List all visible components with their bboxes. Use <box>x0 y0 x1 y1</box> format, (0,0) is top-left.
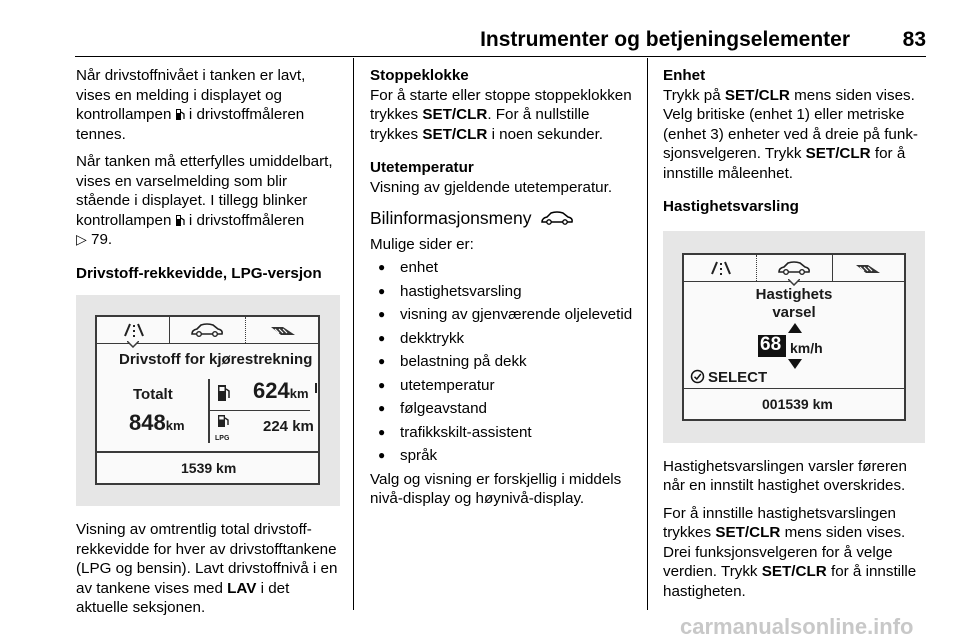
section-heading-outside-temp: Utetemperatur <box>370 159 474 176</box>
column-3 <box>663 66 929 609</box>
speed-value-box <box>758 335 786 357</box>
odometer: 001539 km <box>762 395 833 412</box>
arrow-up-icon[interactable] <box>788 323 802 333</box>
tab-trip[interactable] <box>97 317 170 343</box>
total-label: Totalt <box>133 386 173 403</box>
paragraph-stopwatch: For å starte eller stoppe stoppeklokken trykkes SET/CLR. For å nullstille trykkes SET/CLR i noen sekunder. <box>370 86 632 143</box>
lpg-pump-icon <box>217 414 231 430</box>
odometer-divider <box>97 451 318 453</box>
column-1 <box>76 66 344 626</box>
car-icon <box>189 321 225 339</box>
column-2 <box>370 66 638 517</box>
lpg-range: 224 km <box>263 418 314 435</box>
list-item: ● dekktrykk <box>370 329 638 349</box>
speed-unit: km/h <box>790 339 823 356</box>
list-item: ● trafikkskilt-assistent <box>370 423 638 443</box>
fuel-pump-icon <box>176 108 185 121</box>
tab-vehicle[interactable] <box>756 255 833 281</box>
page-ref-arrow-icon: ▷ <box>76 231 87 247</box>
tab-pointer-icon <box>127 341 139 348</box>
display-title-line1: Hastighets <box>755 285 833 303</box>
odometer-divider <box>684 388 904 390</box>
page-title: Instrumenter og betjeningselementer <box>480 28 850 51</box>
fuel-pump-icon <box>176 214 185 227</box>
paragraph-speed-warning-setup: For å innstille hastighetsvarslingen trykkes SET/CLR mens siden vises. Drei funksjonsvelgeren for å velge verdien. Trykk SET/CLR for å innstille hastigheten. <box>663 504 917 600</box>
fuel-range-screen <box>95 315 320 485</box>
page-ref[interactable]: 79. <box>91 231 113 248</box>
column-divider-1 <box>353 58 354 610</box>
select-label[interactable]: SELECT <box>708 368 768 386</box>
column-divider-2 <box>647 58 648 610</box>
list-item: ● visning av gjenværende oljelevetid <box>370 305 638 325</box>
road-icon <box>119 322 149 338</box>
paragraph-low-fuel: Når drivstoffnivået i tanken er lavt, vises en melding i displayet og kontrollampen i drivstoffmåleren tennes. <box>76 67 306 143</box>
paragraph-outside-temp: Visning av gjeldende utetemperatur. <box>370 178 613 196</box>
fuel-pump-icon <box>217 383 231 403</box>
page-list <box>370 258 638 466</box>
fuel-level-mark <box>315 383 317 393</box>
paragraph-unit: Trykk på SET/CLR mens siden vises. Velg britiske (enhet 1) eller metriske (enhet 3) enheter ved å dreie på funksjonsvelgeren. Trykk SET/CLR for å innstille måleenhet. <box>663 86 918 182</box>
paragraph-pages: Mulige sider er: <box>370 235 474 253</box>
road-icon <box>706 260 736 276</box>
arrow-down-icon[interactable] <box>788 359 802 369</box>
list-item: ● utetemperatur <box>370 376 638 396</box>
car-icon <box>540 210 574 226</box>
assist-icon <box>854 261 882 275</box>
petrol-range: 624km <box>253 378 309 403</box>
section-heading-unit: Enhet <box>663 67 706 84</box>
speed-warning-screen <box>682 253 906 421</box>
section-heading-fuel-range: Drivstoff-rekkevidde, LPG-versjon <box>76 264 322 282</box>
fuel-range-display-figure <box>76 295 340 506</box>
section-heading-speed-warning: Hastighetsvarsling <box>663 198 799 215</box>
list-item: ● hastighetsvarsling <box>370 282 638 302</box>
page-number: 83 <box>902 28 926 51</box>
lpg-label: LPG <box>215 435 230 442</box>
display-hline <box>208 410 310 411</box>
header-rule <box>75 56 926 57</box>
list-item: ● belastning på dekk <box>370 352 638 372</box>
list-item: ● følgeavstand <box>370 399 638 419</box>
figure-caption: Visning av omtrentlig total drivstoffrekkevidde for hver av drivstofftankene (LPG og bensin). Lavt drivstoffnivå i en av tankene vises med LAV i det aktuelle seksjonen. <box>76 521 338 616</box>
tab-assist[interactable] <box>832 255 904 281</box>
odometer: 1539 km <box>181 460 237 476</box>
section-heading-stopwatch: Stoppeklokke <box>370 67 469 84</box>
speed-warning-display-figure <box>663 231 925 443</box>
display-title-line2: varsel <box>772 303 816 321</box>
section-heading-vehicle-info: Bilinformasjonsmeny <box>370 209 638 229</box>
watermark: carmanualsonline.info <box>680 614 914 639</box>
paragraph-display-levels: Valg og visning er forskjellig i middels nivå-display og høynivå-display. <box>370 470 622 507</box>
page-header <box>0 0 960 56</box>
paragraph-speed-warning: Hastighetsvarslingen varsler føreren når en innstilt hastighet overskrides. <box>663 457 907 494</box>
total-range: 848km <box>129 410 185 435</box>
tab-trip[interactable] <box>684 255 757 281</box>
speed-value: 68 <box>760 333 782 355</box>
list-item: ● språk <box>370 446 638 466</box>
tab-vehicle[interactable] <box>169 317 246 343</box>
assist-icon <box>269 323 297 337</box>
list-item: ● enhet <box>370 258 638 278</box>
paragraph-refuel: Når tanken må etterfylles umiddelbart, vises en varselmelding som blir stående i displayet. I tillegg blinker kontrollampen i drivstoffmåleren ▷ 79. <box>76 153 333 248</box>
car-icon <box>776 259 812 277</box>
display-title: Drivstoff for kjørestrekning <box>119 351 313 368</box>
tab-assist[interactable] <box>245 317 318 343</box>
check-circle-icon <box>690 369 705 384</box>
display-divider <box>208 379 210 443</box>
